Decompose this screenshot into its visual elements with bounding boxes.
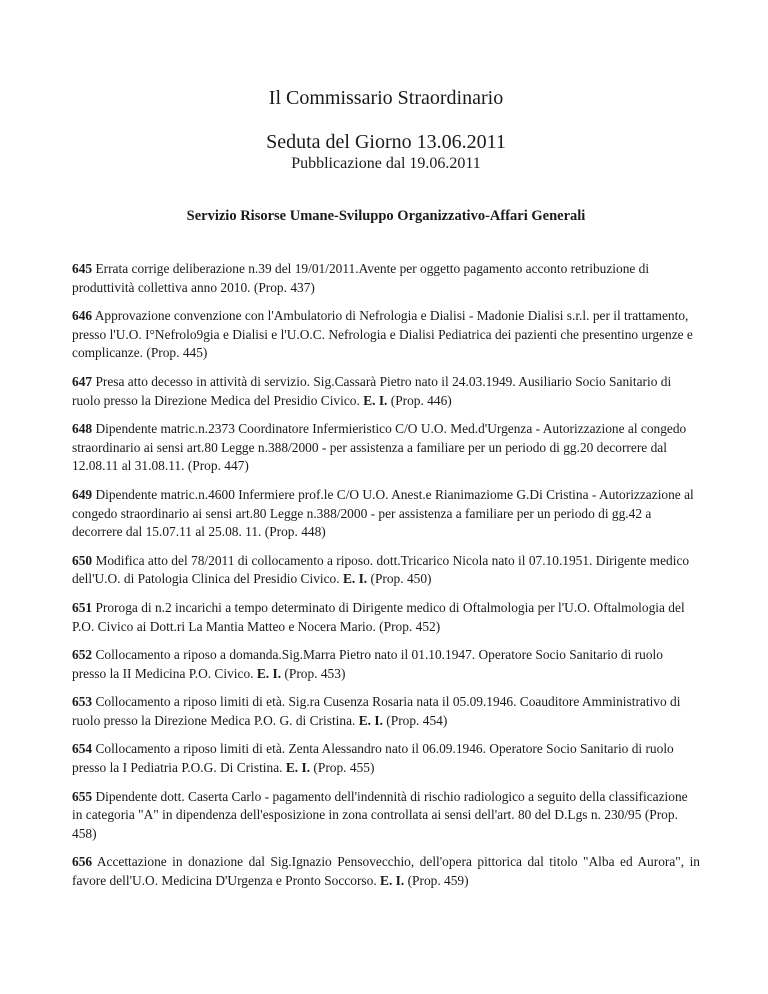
deliberation-item bbox=[72, 552, 700, 589]
item-proposal-ref: (Prop. 445) bbox=[146, 345, 208, 361]
deliberation-item bbox=[72, 599, 700, 636]
item-text: Presa atto decesso in attività di servizio. Sig.Cassarà Pietro nato il 24.03.1949. Ausiliario Socio Sanitario di ruolo presso la Direzione Medica del Presidio Civico. bbox=[72, 373, 672, 408]
item-number: 648 bbox=[72, 421, 93, 437]
item-immediate-execution-mark: E. I. bbox=[380, 873, 405, 889]
item-proposal-ref: (Prop. 448) bbox=[264, 524, 326, 540]
deliberation-item bbox=[72, 486, 700, 542]
item-text: Dipendente dott. Caserta Carlo - pagamento dell'indennità di rischio radiologico a seguito della classificazione in categoria "A" in dipendenza dell'esposizione in zona controllata ai sensi dell'art. 80 del D.Lgs n. 230/95 bbox=[72, 788, 688, 823]
item-number: 654 bbox=[72, 741, 93, 757]
item-text: Collocamento a riposo limiti di età. Sig.ra Cusenza Rosaria nata il 05.09.1946. Coauditore Amministrativo di ruolo presso la Direzione Medica P.O. G. di Cristina. bbox=[72, 694, 681, 728]
item-proposal-ref: (Prop. 450) bbox=[370, 571, 432, 587]
item-text: Modifica atto del 78/2011 di collocamento a riposo. dott.Tricarico Nicola nato il 07.10.1951. Dirigente medico dell'U.O. di Patologia Clinica del Presidio Civico. bbox=[72, 552, 690, 587]
item-proposal-ref: (Prop. 447) bbox=[187, 458, 249, 474]
item-proposal-ref: (Prop. 437) bbox=[253, 279, 315, 295]
section-heading: Servizio Risorse Umane-Sviluppo Organizzativo-Affari Generali bbox=[186, 208, 586, 224]
item-proposal-ref: (Prop. 454) bbox=[386, 712, 448, 728]
item-proposal-ref: (Prop. 458) bbox=[72, 807, 678, 841]
item-text: Proroga di n.2 incarichi a tempo determinato di Dirigente medico di Oftalmologia per l'U.O. Oftalmologia del P.O. Civico ai Dott.ri La Mantia Matteo e Nocera Mario. bbox=[72, 599, 685, 634]
item-text: Collocamento a riposo limiti di età. Zenta Alessandro nato il 06.09.1946. Operatore Socio Sanitario di ruolo presso la I Pediatria P.O.G. Di Cristina. bbox=[72, 741, 674, 776]
deliberation-item bbox=[72, 260, 700, 297]
item-number: 650 bbox=[72, 552, 93, 568]
item-text: Errata corrige deliberazione n.39 del 19/01/2011.Avente per oggetto pagamento acconto retribuzione di produttività collettiva anno 2010. bbox=[72, 261, 650, 295]
deliberation-item bbox=[72, 788, 700, 844]
item-number: 651 bbox=[72, 599, 93, 615]
item-number: 647 bbox=[72, 373, 93, 389]
item-immediate-execution-mark: E. I. bbox=[342, 571, 368, 587]
item-number: 645 bbox=[72, 261, 93, 276]
item-text: Collocamento a riposo a domanda.Sig.Marra Pietro nato il 01.10.1947. Operatore Socio Sanitario di ruolo presso la II Medicina P.O. Civico. bbox=[72, 647, 663, 681]
item-proposal-ref: (Prop. 446) bbox=[390, 392, 452, 408]
page-title: Il Commissario Straordinario bbox=[268, 87, 504, 109]
item-proposal-ref: (Prop. 453) bbox=[284, 665, 346, 681]
item-number: 653 bbox=[72, 694, 93, 710]
item-number: 649 bbox=[72, 486, 93, 502]
item-proposal-ref: (Prop. 459) bbox=[407, 873, 469, 889]
publication-date-line: Pubblicazione dal 19.06.2011 bbox=[291, 155, 481, 172]
item-text: Dipendente matric.n.4600 Infermiere prof.le C/O U.O. Anest.e Rianimaziome G.Di Cristina - Autorizzazione al congedo straordinario ai sensi art.80 Legge n.388/2000 - per assistenza a familiare per un periodo di gg.42 a decorrere dal 15.07.11 al 25.08. 11. bbox=[72, 486, 694, 540]
item-proposal-ref: (Prop. 455) bbox=[313, 760, 375, 776]
item-text: Dipendente matric.n.2373 Coordinatore Infermieristico C/O U.O. Med.d'Urgenza - Autorizzazione al congedo straordinario ai sensi art.80 Legge n.388/2000 - per assistenza a familiare per un periodo di gg.20 decorrere dal 12.08.11 al 31.08.11. bbox=[72, 421, 687, 474]
deliberation-list bbox=[72, 260, 700, 891]
item-number: 655 bbox=[72, 788, 93, 804]
deliberation-item bbox=[72, 420, 700, 476]
item-text: Accettazione in donazione dal Sig.Ignazio Pensovecchio, dell'opera pittorica dal titolo "Alba ed Aurora", in favore dell'U.O. Medicina D'Urgenza e Pronto Soccorso. bbox=[72, 854, 700, 889]
item-immediate-execution-mark: E. I. bbox=[285, 760, 311, 776]
item-number: 646 bbox=[72, 308, 93, 324]
deliberation-item bbox=[72, 646, 700, 683]
deliberation-item bbox=[72, 693, 700, 730]
item-number: 656 bbox=[72, 854, 93, 870]
item-text: Approvazione convenzione con l'Ambulatorio di Nefrologia e Dialisi - Madonie Dialisi s.r.l. per il trattamento, presso l'U.O. I°Nefrolo9gia e Dialisi e l'U.O.C. Nefrologia e Dialisi Pediatrica dei pazienti che presentino urgenze e complicanze. bbox=[72, 308, 693, 361]
deliberation-item bbox=[72, 307, 700, 363]
item-immediate-execution-mark: E. I. bbox=[256, 665, 282, 681]
deliberation-item bbox=[72, 373, 700, 410]
item-number: 652 bbox=[72, 647, 93, 663]
item-proposal-ref: (Prop. 452) bbox=[379, 618, 441, 634]
session-date-line: Seduta del Giorno 13.06.2011 bbox=[266, 131, 506, 153]
item-immediate-execution-mark: E. I. bbox=[358, 712, 383, 728]
deliberation-item bbox=[72, 740, 700, 777]
deliberation-item bbox=[72, 853, 700, 890]
item-immediate-execution-mark: E. I. bbox=[363, 392, 388, 408]
